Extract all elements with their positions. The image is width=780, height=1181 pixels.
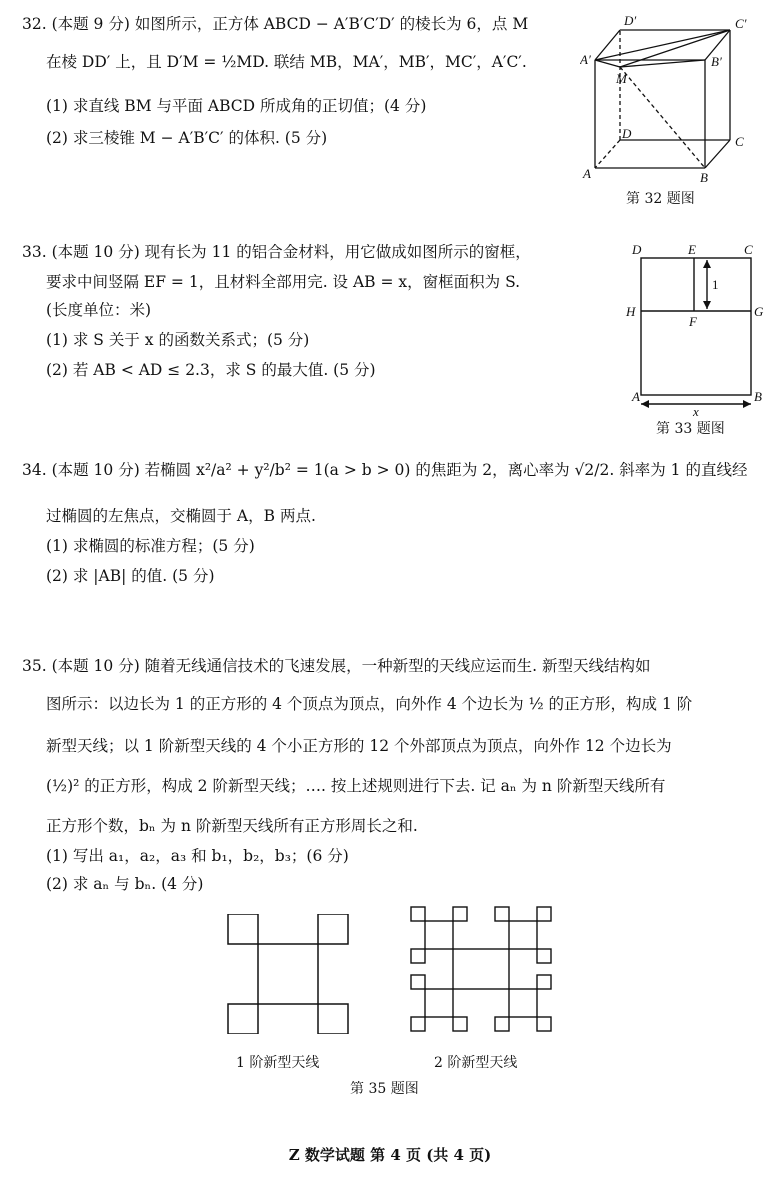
q34-line-3: (1) 求椭圆的标准方程；(5 分) <box>46 537 255 555</box>
q33-label-d: D <box>632 242 642 257</box>
q35-caption: 第 35 题图 <box>350 1081 419 1097</box>
q32-line-4: (2) 求三棱锥 M − A′B′C′ 的体积. (5 分) <box>46 129 328 147</box>
q32-label-m: M <box>616 71 627 86</box>
q33-line-4: (1) 求 S 关于 x 的函数关系式；(5 分) <box>46 331 310 349</box>
q34-line-2: 过椭圆的左焦点，交椭圆于 A，B 两点. <box>46 507 316 525</box>
q33-label-e: E <box>688 242 696 257</box>
q33-caption: 第 33 题图 <box>656 421 725 437</box>
q32-line-2: 在棱 DD′ 上，且 D′M = ½MD. 联结 MB，MA′，MB′，MC′，A′C′. <box>46 53 527 71</box>
q34-line-1: 34. (本题 10 分) 若椭圆 x²/a² + y²/b² = 1(a > b > 0) 的焦距为 2，离心率为 √2/2. 斜率为 1 的直线经 <box>22 461 748 479</box>
q35-line-4: (½)² 的正方形，构成 2 阶新型天线；…. 按上述规则进行下去. 记 aₙ 为 n 阶新型天线所有 <box>46 777 666 795</box>
antenna-order-2-label: 2 阶新型天线 <box>434 1055 518 1071</box>
q32-label-b1: B′ <box>711 54 722 69</box>
q32-label-c1: C′ <box>735 16 747 31</box>
q32-line-3: (1) 求直线 BM 与平面 ABCD 所成角的正切值；(4 分) <box>46 97 427 115</box>
q35-line-1: 35. (本题 10 分) 随着无线通信技术的飞速发展，一种新型的天线应运而生. 新型天线结构如 <box>22 657 651 675</box>
q34-line-4: (2) 求 |AB| 的值. (5 分) <box>46 567 215 585</box>
q35-line-6: (1) 写出 a₁，a₂，a₃ 和 b₁，b₂，b₃；(6 分) <box>46 847 349 865</box>
q33-window-figure <box>620 240 770 420</box>
q35-line-7: (2) 求 aₙ 与 bₙ. (4 分) <box>46 875 204 893</box>
q33-line-2: 要求中间竖隔 EF = 1，且材料全部用完. 设 AB = x，窗框面积为 S. <box>46 273 521 291</box>
antenna-order-1-label: 1 阶新型天线 <box>236 1055 320 1071</box>
q35-line-2: 图所示：以边长为 1 的正方形的 4 个顶点为顶点，向外作 4 个边长为 ½ 的正方形，构成 1 阶 <box>46 695 693 713</box>
antenna-order-2-figure <box>410 906 552 1036</box>
antenna-order-1-figure <box>226 914 350 1034</box>
q35-line-3: 新型天线；以 1 阶新型天线的 4 个小正方形的 12 个外部顶点为顶点，向外作 12 个边长为 <box>46 737 672 755</box>
q32-label-d1: D′ <box>624 13 637 28</box>
page-footer: Z 数学试题 第 4 页 (共 4 页) <box>288 1146 492 1164</box>
q32-label-b: B <box>700 170 708 185</box>
q32-label-d: D <box>622 126 632 141</box>
q33-line-1: 33. (本题 10 分) 现有长为 11 的铝合金材料，用它做成如图所示的窗框， <box>22 243 531 261</box>
q33-line-5: (2) 若 AB < AD ≤ 2.3，求 S 的最大值. (5 分) <box>46 361 376 379</box>
q32-line-1: 32. (本题 9 分) 如图所示，正方体 ABCD − A′B′C′D′ 的棱长为 6，点 M <box>22 15 529 33</box>
q33-line-3: (长度单位：米) <box>46 301 152 319</box>
q33-label-b: B <box>754 389 762 404</box>
q33-label-f: F <box>689 314 697 329</box>
q32-label-c: C <box>735 134 744 149</box>
q33-label-a: A <box>632 389 640 404</box>
q32-caption: 第 32 题图 <box>626 191 695 207</box>
q33-label-one: 1 <box>712 277 719 292</box>
q33-label-g: G <box>754 304 764 319</box>
q32-cube-figure <box>580 10 770 190</box>
q32-label-a: A <box>583 166 591 181</box>
q33-label-c: C <box>744 242 753 257</box>
q33-label-x: x <box>693 404 699 419</box>
q32-label-a1: A′ <box>580 52 591 67</box>
q35-line-5: 正方形个数，bₙ 为 n 阶新型天线所有正方形周长之和. <box>46 817 418 835</box>
q33-label-h: H <box>626 304 636 319</box>
